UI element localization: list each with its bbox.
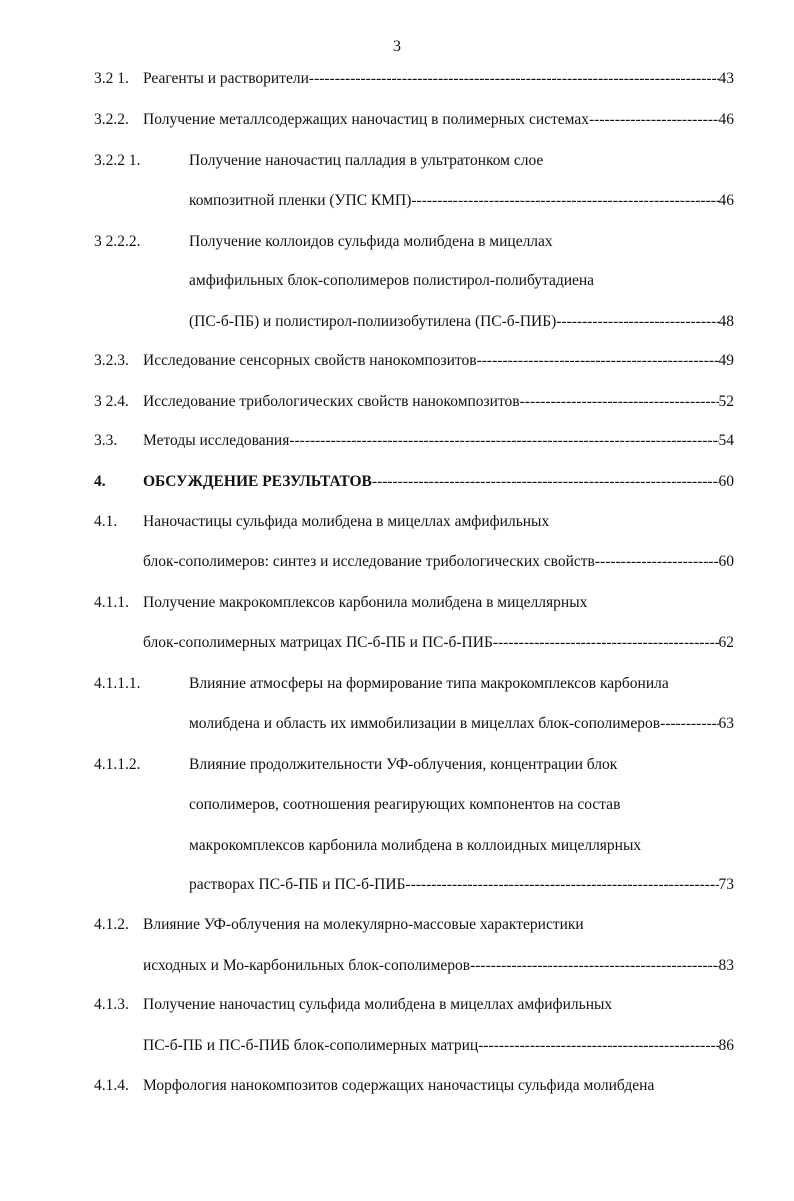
toc-entry bbox=[94, 754, 734, 776]
toc-entry bbox=[94, 350, 734, 372]
toc-title: Получение наночастиц палладия в ультратонком слое bbox=[189, 152, 544, 169]
toc-entry-continuation bbox=[94, 551, 734, 573]
toc-title: Исследование сенсорных свойств нанокомпозитов bbox=[143, 352, 477, 369]
toc-title: амфифильных блок-сополимеров полистирол-полибутадиена bbox=[189, 272, 595, 289]
toc-leader bbox=[411, 190, 718, 212]
toc-entry-continuation bbox=[94, 794, 734, 816]
toc-number: 4.1.1.2. bbox=[94, 756, 141, 773]
toc-entry-continuation bbox=[94, 1035, 734, 1057]
toc-number: 3.2.2 1. bbox=[94, 152, 141, 169]
toc-entry bbox=[94, 109, 734, 131]
toc-page: 63 bbox=[718, 715, 734, 732]
toc-page: 48 bbox=[718, 313, 734, 330]
toc-number: 4.1.2. bbox=[94, 916, 129, 933]
toc-number: 4.1.4. bbox=[94, 1077, 129, 1094]
toc-number: 3.2 1. bbox=[94, 70, 129, 87]
toc-title: (ПС-б-ПБ) и полистирол-полиизобутилена (ПС-б-ПИБ) bbox=[189, 313, 557, 330]
toc-number: 4.1.1.1. bbox=[94, 675, 141, 692]
toc-entry bbox=[94, 592, 734, 614]
toc-title: блок-сополимерных матрицах ПС-б-ПБ и ПС-б-ПИБ bbox=[143, 634, 493, 651]
toc-number: 3 2.4. bbox=[94, 393, 129, 410]
toc-page: 43 bbox=[718, 70, 734, 87]
toc-page: 83 bbox=[718, 957, 734, 974]
toc-entry-continuation bbox=[94, 632, 734, 654]
toc-leader bbox=[309, 68, 719, 90]
toc-leader bbox=[372, 471, 719, 493]
toc-page: 62 bbox=[718, 634, 734, 651]
toc-entry-chapter bbox=[94, 471, 734, 493]
toc-page: 46 bbox=[718, 111, 734, 128]
toc-title: растворах ПС-б-ПБ и ПС-б-ПИБ bbox=[189, 876, 406, 893]
toc-title: ОБСУЖДЕНИЕ РЕЗУЛЬТАТОВ bbox=[143, 473, 372, 490]
toc-leader bbox=[520, 391, 719, 413]
toc-entry bbox=[94, 994, 734, 1016]
toc-entry bbox=[94, 231, 734, 253]
toc-number: 4. bbox=[94, 473, 106, 490]
toc-title: блок-сополимеров: синтез и исследование трибологических свойств bbox=[143, 553, 595, 570]
toc-title: исходных и Мо-карбонильных блок-сополимеров bbox=[143, 957, 471, 974]
toc-number: 3.3. bbox=[94, 432, 118, 449]
toc-entry bbox=[94, 430, 734, 452]
toc-page: 60 bbox=[718, 473, 734, 490]
toc-entry-continuation bbox=[94, 713, 734, 735]
toc-entry bbox=[94, 914, 734, 936]
toc-title: Наночастицы сульфида молибдена в мицеллах амфифильных bbox=[143, 513, 550, 530]
toc-number: 4.1.1. bbox=[94, 594, 129, 611]
toc-title: Получение наночастиц сульфида молибдена в мицеллах амфифильных bbox=[143, 996, 613, 1013]
toc-entry bbox=[94, 68, 734, 90]
toc-leader bbox=[478, 1035, 718, 1057]
toc-leader bbox=[556, 311, 718, 333]
toc-title: Получение металлсодержащих наночастиц в полимерных системах bbox=[143, 111, 590, 128]
toc-title: Получение коллоидов сульфида молибдена в мицеллах bbox=[189, 233, 553, 250]
toc-leader bbox=[477, 350, 719, 372]
toc-leader bbox=[405, 874, 718, 896]
toc-entry-continuation bbox=[94, 874, 734, 896]
toc-entry bbox=[94, 391, 734, 413]
toc-leader bbox=[589, 109, 718, 131]
toc-entry-continuation bbox=[94, 955, 734, 977]
toc-page: 49 bbox=[718, 352, 734, 369]
toc-title: Методы исследования bbox=[143, 432, 290, 449]
toc-number: 4.1.3. bbox=[94, 996, 129, 1013]
toc-number: 3.2.2. bbox=[94, 111, 129, 128]
toc-page: 73 bbox=[718, 876, 734, 893]
toc-title: макрокомплексов карбонила молибдена в коллоидных мицеллярных bbox=[189, 837, 642, 854]
toc-title: ПС-б-ПБ и ПС-б-ПИБ блок-сополимерных матриц bbox=[143, 1037, 479, 1054]
toc-entry bbox=[94, 150, 734, 172]
toc-title: сополимеров, соотношения реагирующих компонентов на состав bbox=[189, 796, 621, 813]
toc-entry-continuation bbox=[94, 270, 734, 292]
toc-number: 3.2.3. bbox=[94, 352, 129, 369]
toc-page: 46 bbox=[718, 192, 734, 209]
toc-entry-continuation bbox=[94, 311, 734, 333]
toc-number: 3 2.2.2. bbox=[94, 233, 141, 250]
toc-entry-continuation bbox=[94, 190, 734, 212]
toc-page: 54 bbox=[718, 432, 734, 449]
toc-leader bbox=[595, 551, 719, 573]
toc-leader bbox=[493, 632, 719, 654]
toc-page: 60 bbox=[718, 553, 734, 570]
toc-number: 4.1. bbox=[94, 513, 118, 530]
toc-entry-continuation bbox=[94, 835, 734, 857]
toc-title: Исследование трибологических свойств нанокомпозитов bbox=[143, 393, 520, 410]
toc-title: Морфология нанокомпозитов содержащих наночастицы сульфида молибдена bbox=[143, 1077, 655, 1094]
toc-title: Влияние атмосферы на формирование типа макрокомплексов карбонила bbox=[189, 675, 669, 692]
toc-title: Реагенты и растворители bbox=[143, 70, 309, 87]
toc-leader bbox=[470, 955, 718, 977]
toc-title: Получение макрокомплексов карбонила молибдена в мицеллярных bbox=[143, 594, 588, 611]
toc-title: молибдена и область их иммобилизации в мицеллах блок-сополимеров bbox=[189, 715, 661, 732]
page-number: 3 bbox=[393, 38, 401, 55]
toc-title: Влияние продолжительности УФ-облучения, концентрации блок bbox=[189, 756, 618, 773]
toc-title: композитной пленки (УПС КМП) bbox=[189, 192, 412, 209]
toc-page: 86 bbox=[718, 1037, 734, 1054]
toc-page: 52 bbox=[718, 393, 734, 410]
toc-entry bbox=[94, 673, 734, 695]
toc-entry bbox=[94, 511, 734, 533]
toc-leader bbox=[660, 713, 718, 735]
toc-entry bbox=[94, 1075, 734, 1097]
toc-title: Влияние УФ-облучения на молекулярно-массовые характеристики bbox=[143, 916, 584, 933]
toc-leader bbox=[289, 430, 718, 452]
